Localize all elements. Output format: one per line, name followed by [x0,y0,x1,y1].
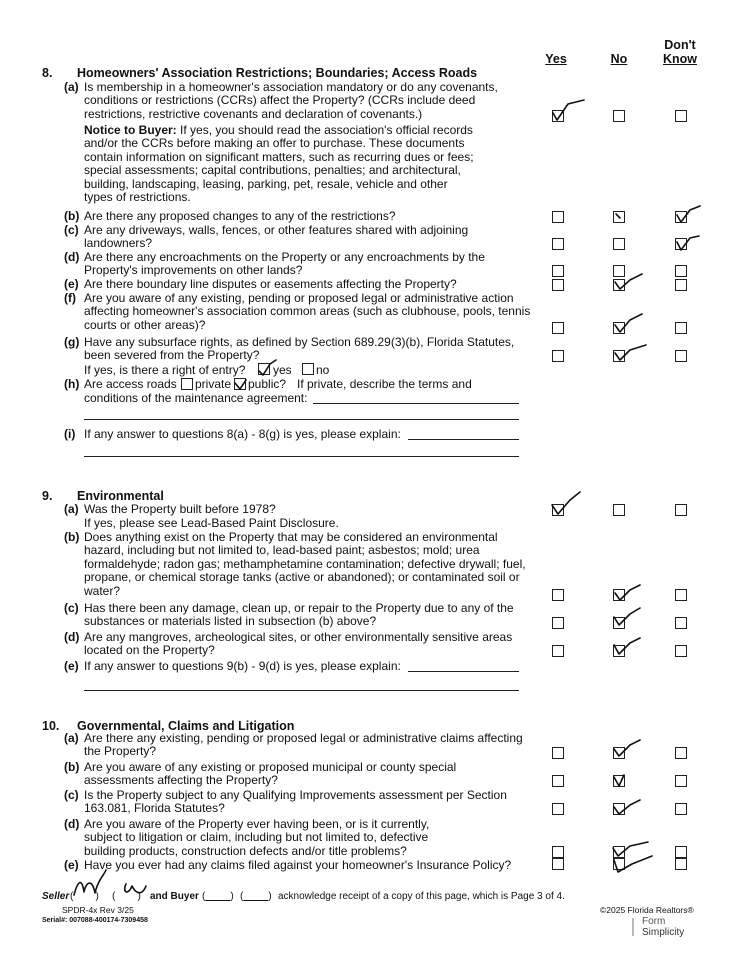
answer-10a-yes-checkbox[interactable] [552,747,564,759]
question-9e-label: (e) [64,659,79,673]
right-of-entry-no-checkbox[interactable] [302,363,314,375]
access-road-private-checkbox[interactable] [181,378,193,390]
answer-10b-no-checkbox[interactable] [613,775,625,787]
notice-to-buyer: Notice to Buyer: If yes, you should read the association's official records and/or the CCRs before making an offer to purchase. These documents contain information on significant matters, such as recurring dues or fees; special assessments; capital contributions, penalties; and architectural, building, landscaping, leasing, parking, pet, resale, vehicle and other types of restrictions. [84,123,474,205]
question-8a: (a) Is membership in a homeowner's association mandatory or do any covenants, conditions or restrictions (CCRs) affect the Property? (CCRs include deed restrictions, restrictive covenants and declaration of covenants.) [64,80,498,121]
answer-8f-dontknow-checkbox[interactable] [675,322,687,334]
answer-8c-no-checkbox[interactable] [613,238,625,250]
question-9d: (d) Are any mangroves, archeological sites, or other environmentally sensitive areas located on the Property? [64,630,513,658]
answer-8d2-dontknow-checkbox[interactable] [675,279,687,291]
answer-8b-yes-checkbox[interactable] [552,211,564,223]
answer-9a-yes-checkbox[interactable] [552,504,564,516]
answer-10c-dontknow-checkbox[interactable] [675,803,687,815]
answer-10d-no-checkbox[interactable] [613,846,625,858]
answer-8g-no-checkbox[interactable] [613,350,625,362]
answer-8d-no-checkbox[interactable] [613,265,625,277]
answer-8a-dontknow-checkbox[interactable] [675,110,687,122]
question-8f: (f) Are you aware of any existing, pending or proposed legal or administrative action affecting homeowner's association common areas (such as clubhouse, pools, tennis courts or other areas)? [64,291,531,332]
answer-8b-no-checkbox[interactable] [613,211,625,223]
question-10a: (a) Are there any existing, pending or proposed legal or administrative claims affecting the Property? [64,731,523,759]
question-10c: (c) Is the Property subject to any Qualifying Improvements assessment per Section 163.081, Florida Statutes? [64,788,507,816]
answer-10a-no-checkbox[interactable] [613,747,625,759]
question-9e: If any answer to questions 9(b) - 9(d) is yes, please explain: [84,659,401,673]
question-9a: (a) Was the Property built before 1978? [64,502,276,516]
explain-8-line-2[interactable] [84,456,519,457]
answer-10e-dontknow-checkbox[interactable] [675,858,687,870]
answer-9d-no-checkbox[interactable] [613,645,625,657]
answer-10d-dontknow-checkbox[interactable] [675,846,687,858]
answer-10c-yes-checkbox[interactable] [552,803,564,815]
answer-8d2-yes-checkbox[interactable] [552,279,564,291]
question-8h-line2: conditions of the maintenance agreement: [84,391,308,405]
copyright: ©2025 Florida Realtors® [600,905,694,915]
seller-initials-field-2[interactable]: ( ) [112,891,141,902]
access-road-public-label: public? [248,377,287,391]
question-10e: (e) Have you ever had any claims filed against your homeowner's Insurance Policy? [64,858,512,872]
answer-8d-dontknow-checkbox[interactable] [675,265,687,277]
col-yes-header: Yes [545,52,567,66]
question-8d: (d) Are there any encroachments on the Property or any encroachments by the Property's improvements on other lands? [64,250,485,278]
answer-9b-yes-checkbox[interactable] [552,589,564,601]
answer-9a-no-checkbox[interactable] [613,504,625,516]
footer-seller-label: Seller [42,891,70,902]
section-8-title: Homeowners' Association Restrictions; Boundaries; Access Roads [77,66,478,80]
buyer-initials-field-1[interactable]: ( ) [202,891,234,902]
section-9-number: 9. [42,489,53,503]
answer-9b-dontknow-checkbox[interactable] [675,589,687,601]
answer-8a-no-checkbox[interactable] [613,110,625,122]
question-8c: (c) Are any driveways, walls, fences, or other features shared with adjoining landowners? [64,223,469,251]
seller-initials-field-1[interactable]: ( ) [70,891,99,902]
access-road-private-label: private [195,377,232,391]
question-8g: (g) Have any subsurface rights, as defined by Section 689.29(3)(b), Florida Statutes, been severed from the Property? [64,335,515,363]
right-of-entry-yes-checkbox[interactable] [258,363,270,375]
answer-10c-no-checkbox[interactable] [613,803,625,815]
maintenance-agreement-line-1[interactable] [313,403,519,404]
col-no-header: No [610,52,628,66]
form-id: SPDR-4x Rev 3/25 [62,905,134,915]
answer-8c-yes-checkbox[interactable] [552,238,564,250]
explain-9-line-1[interactable] [408,671,519,672]
section-10-title: Governmental, Claims and Litigation [77,719,295,733]
question-8e: (e) Are there boundary line disputes or easements affecting the Property? [64,277,457,291]
section-10-number: 10. [42,719,60,733]
answer-9d-dontknow-checkbox[interactable] [675,645,687,657]
serial-number: Serial#: 007088-400174-7309458 [42,917,148,924]
question-8h-pre: Are access roads [84,377,177,391]
answer-8d2-no-checkbox[interactable] [613,279,625,291]
answer-10e-yes-checkbox[interactable] [552,858,564,870]
answer-8b-dontknow-checkbox[interactable] [675,211,687,223]
answer-10e-no-checkbox[interactable] [613,858,625,870]
right-of-entry-no-label: no [316,363,330,377]
right-of-entry-question: If yes, is there a right of entry? [84,363,246,377]
section-8-number: 8. [42,66,53,80]
answer-8f-no-checkbox[interactable] [613,322,625,334]
answer-9d-yes-checkbox[interactable] [552,645,564,657]
question-8i-label: (i) [64,427,76,441]
answer-9c-no-checkbox[interactable] [613,617,625,629]
answer-8g-yes-checkbox[interactable] [552,350,564,362]
col-dontknow-header: Don't Know [662,38,698,66]
answer-9c-yes-checkbox[interactable] [552,617,564,629]
logo-mark-icon [632,918,640,936]
answer-10d-yes-checkbox[interactable] [552,846,564,858]
answer-8c-dontknow-checkbox[interactable] [675,238,687,250]
buyer-initials-field-2[interactable]: ( ) [240,891,272,902]
question-9a-note: If yes, please see Lead-Based Paint Disclosure. [84,516,339,530]
question-10b: (b) Are you aware of any existing or proposed municipal or county special assessments affecting the Property? [64,760,457,788]
explain-8-line-1[interactable] [408,439,519,440]
question-8h-label: (h) [64,377,80,391]
answer-8g-dontknow-checkbox[interactable] [675,350,687,362]
answer-9c-dontknow-checkbox[interactable] [675,617,687,629]
question-10d: (d) Are you aware of the Property ever having been, or is it currently, subject to litigation or claim, including but not limited to, defective building products, construction defects and/or title problems? [64,817,430,858]
question-9c: (c) Has there been any damage, clean up, or repair to the Property due to any of the substances or materials listed in subsection (b) above? [64,601,514,629]
question-8h-post: If private, describe the terms and [297,377,472,391]
maintenance-agreement-line-2[interactable] [84,419,519,420]
question-9b: (b) Does anything exist on the Property that may be considered an environmental hazard, including but not limited to, lead-based paint; asbestos; mold; urea formaldehyde; radon gas; methamphetamine contamination; defective drywall; fuel, propane, or chemical storage tanks (active or abandoned); or contaminated soil or water? [64,530,526,598]
question-8b: (b) Are there any proposed changes to any of the restrictions? [64,209,396,223]
section-9-title: Environmental [77,489,164,503]
footer-buyer-label: and Buyer [150,891,199,902]
form-simplicity-logo: Form Simplicity [632,916,684,938]
answer-10b-dontknow-checkbox[interactable] [675,775,687,787]
access-road-public-checkbox[interactable] [234,378,246,390]
answer-8d-yes-checkbox[interactable] [552,265,564,277]
right-of-entry-yes-label: yes [273,363,292,377]
answer-10b-yes-checkbox[interactable] [552,775,564,787]
answer-10a-dontknow-checkbox[interactable] [675,747,687,759]
answer-9a-dontknow-checkbox[interactable] [675,504,687,516]
explain-9-line-2[interactable] [84,690,519,691]
footer-acknowledgement: acknowledge receipt of a copy of this page, which is Page 3 of 4. [278,891,565,902]
answer-8a-yes-checkbox[interactable] [552,110,564,122]
answer-8f-yes-checkbox[interactable] [552,322,564,334]
answer-9b-no-checkbox[interactable] [613,589,625,601]
question-8i: If any answer to questions 8(a) - 8(g) is yes, please explain: [84,427,401,441]
